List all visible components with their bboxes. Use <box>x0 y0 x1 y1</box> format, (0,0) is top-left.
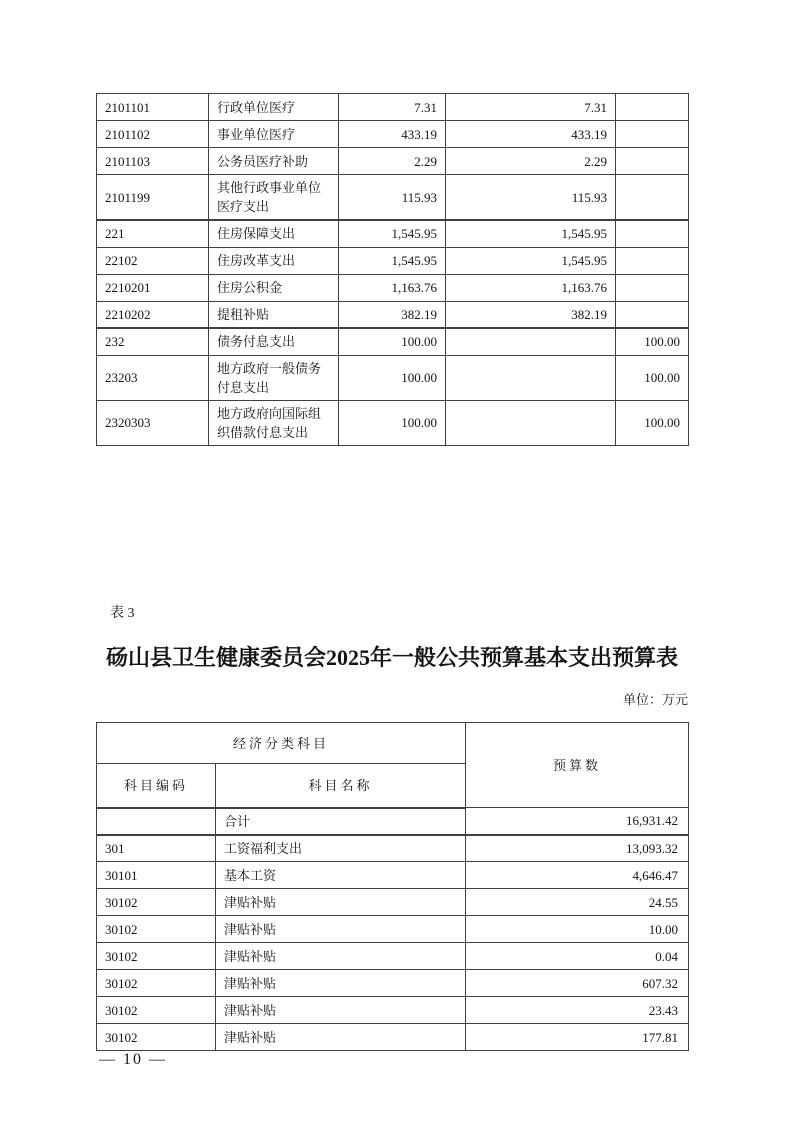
table-row <box>97 916 689 943</box>
cell-subject-name: 提租补贴 <box>209 301 339 328</box>
table-row <box>97 808 689 835</box>
table-row <box>97 301 689 328</box>
table-row <box>97 220 689 247</box>
cell-subject-code: 2101102 <box>97 121 209 148</box>
cell-amount: 2.29 <box>339 148 446 175</box>
cell-budget-amount: 0.04 <box>466 943 689 970</box>
cell-subject-code: 232 <box>97 328 209 355</box>
cell-budget-amount: 23.43 <box>466 997 689 1024</box>
cell-amount <box>616 301 689 328</box>
cell-subject-name: 行政单位医疗 <box>209 94 339 121</box>
table-row <box>97 1024 689 1051</box>
cell-budget-amount: 13,093.32 <box>466 835 689 862</box>
cell-amount: 100.00 <box>339 328 446 355</box>
cell-subject-name: 住房改革支出 <box>209 247 339 274</box>
cell-subject-name: 地方政府向国际组织借款付息支出 <box>209 400 339 445</box>
cell-subject-code: 2101101 <box>97 94 209 121</box>
cell-amount <box>446 400 616 445</box>
cell-budget-amount: 607.32 <box>466 970 689 997</box>
cell-subject-code: 30102 <box>97 1024 216 1051</box>
basic-expenditure-budget-table <box>96 722 689 1051</box>
cell-amount: 1,163.76 <box>446 274 616 301</box>
cell-subject-code: 30102 <box>97 997 216 1024</box>
cell-amount: 1,545.95 <box>446 247 616 274</box>
table-label: 表 3 <box>110 606 135 621</box>
cell-budget-amount: 10.00 <box>466 916 689 943</box>
cell-subject-code: 22102 <box>97 247 209 274</box>
table-row <box>97 121 689 148</box>
cell-subject-name: 公务员医疗补助 <box>209 148 339 175</box>
table-row <box>97 175 689 221</box>
cell-subject-code: 2210201 <box>97 274 209 301</box>
cell-subject-name: 事业单位医疗 <box>209 121 339 148</box>
cell-amount: 100.00 <box>616 400 689 445</box>
cell-amount: 1,545.95 <box>446 220 616 247</box>
cell-amount: 1,545.95 <box>339 247 446 274</box>
cell-budget-amount: 177.81 <box>466 1024 689 1051</box>
cell-budget-amount: 24.55 <box>466 889 689 916</box>
cell-subject-code: 2101199 <box>97 175 209 221</box>
cell-amount: 1,545.95 <box>339 220 446 247</box>
cell-subject-name: 地方政府一般债务付息支出 <box>209 355 339 400</box>
cell-amount: 433.19 <box>339 121 446 148</box>
budget-table-continued <box>96 93 689 446</box>
cell-amount <box>616 94 689 121</box>
cell-subject-code: 30102 <box>97 970 216 997</box>
cell-subject-name: 津贴补贴 <box>216 889 466 916</box>
cell-amount: 100.00 <box>339 355 446 400</box>
cell-subject-name: 债务付息支出 <box>209 328 339 355</box>
cell-budget-amount: 16,931.42 <box>466 808 689 835</box>
cell-amount: 100.00 <box>616 355 689 400</box>
cell-subject-code: 2320303 <box>97 400 209 445</box>
cell-amount <box>616 274 689 301</box>
cell-amount: 433.19 <box>446 121 616 148</box>
table-header-row <box>97 723 689 764</box>
cell-amount <box>616 175 689 221</box>
cell-subject-name: 基本工资 <box>216 862 466 889</box>
cell-subject-code: 30101 <box>97 862 216 889</box>
cell-subject-name: 津贴补贴 <box>216 943 466 970</box>
cell-amount: 2.29 <box>446 148 616 175</box>
cell-amount: 115.93 <box>446 175 616 221</box>
header-subject-code: 科目编码 <box>97 764 216 808</box>
cell-subject-name: 津贴补贴 <box>216 916 466 943</box>
cell-subject-name: 合计 <box>216 808 466 835</box>
cell-subject-code: 30102 <box>97 889 216 916</box>
cell-amount: 7.31 <box>446 94 616 121</box>
cell-amount <box>616 247 689 274</box>
cell-amount <box>446 328 616 355</box>
cell-subject-code: 2210202 <box>97 301 209 328</box>
cell-subject-code: 30102 <box>97 943 216 970</box>
cell-subject-code <box>97 808 216 835</box>
unit-note: 单位：万元 <box>622 692 688 707</box>
table-row <box>97 274 689 301</box>
page-title: 砀山县卫生健康委员会2025年一般公共预算基本支出预算表 <box>105 645 678 670</box>
cell-amount: 100.00 <box>616 328 689 355</box>
cell-amount: 382.19 <box>446 301 616 328</box>
table-row <box>97 970 689 997</box>
cell-amount: 115.93 <box>339 175 446 221</box>
table-row <box>97 889 689 916</box>
table-row <box>97 862 689 889</box>
cell-amount: 382.19 <box>339 301 446 328</box>
cell-subject-name: 津贴补贴 <box>216 970 466 997</box>
cell-subject-code: 23203 <box>97 355 209 400</box>
header-economic-classification: 经济分类科目 <box>97 723 466 764</box>
table-row <box>97 148 689 175</box>
cell-amount <box>616 148 689 175</box>
table-row <box>97 997 689 1024</box>
table-row <box>97 328 689 355</box>
cell-subject-name: 津贴补贴 <box>216 997 466 1024</box>
page-number: — 10 — <box>99 1051 167 1068</box>
table-row <box>97 94 689 121</box>
cell-subject-name: 住房公积金 <box>209 274 339 301</box>
cell-amount: 1,163.76 <box>339 274 446 301</box>
cell-subject-code: 30102 <box>97 916 216 943</box>
cell-subject-name: 津贴补贴 <box>216 1024 466 1051</box>
header-subject-name: 科目名称 <box>216 764 466 808</box>
cell-subject-name: 住房保障支出 <box>209 220 339 247</box>
cell-subject-code: 301 <box>97 835 216 862</box>
table-row <box>97 247 689 274</box>
cell-subject-name: 工资福利支出 <box>216 835 466 862</box>
cell-subject-code: 2101103 <box>97 148 209 175</box>
cell-budget-amount: 4,646.47 <box>466 862 689 889</box>
cell-amount <box>616 121 689 148</box>
table-row <box>97 943 689 970</box>
cell-amount: 100.00 <box>339 400 446 445</box>
table-row <box>97 400 689 445</box>
cell-amount: 7.31 <box>339 94 446 121</box>
cell-subject-code: 221 <box>97 220 209 247</box>
cell-subject-name: 其他行政事业单位医疗支出 <box>209 175 339 221</box>
cell-amount <box>446 355 616 400</box>
table-row <box>97 355 689 400</box>
cell-amount <box>616 220 689 247</box>
table-row <box>97 835 689 862</box>
header-budget-amount: 预算数 <box>466 723 689 808</box>
